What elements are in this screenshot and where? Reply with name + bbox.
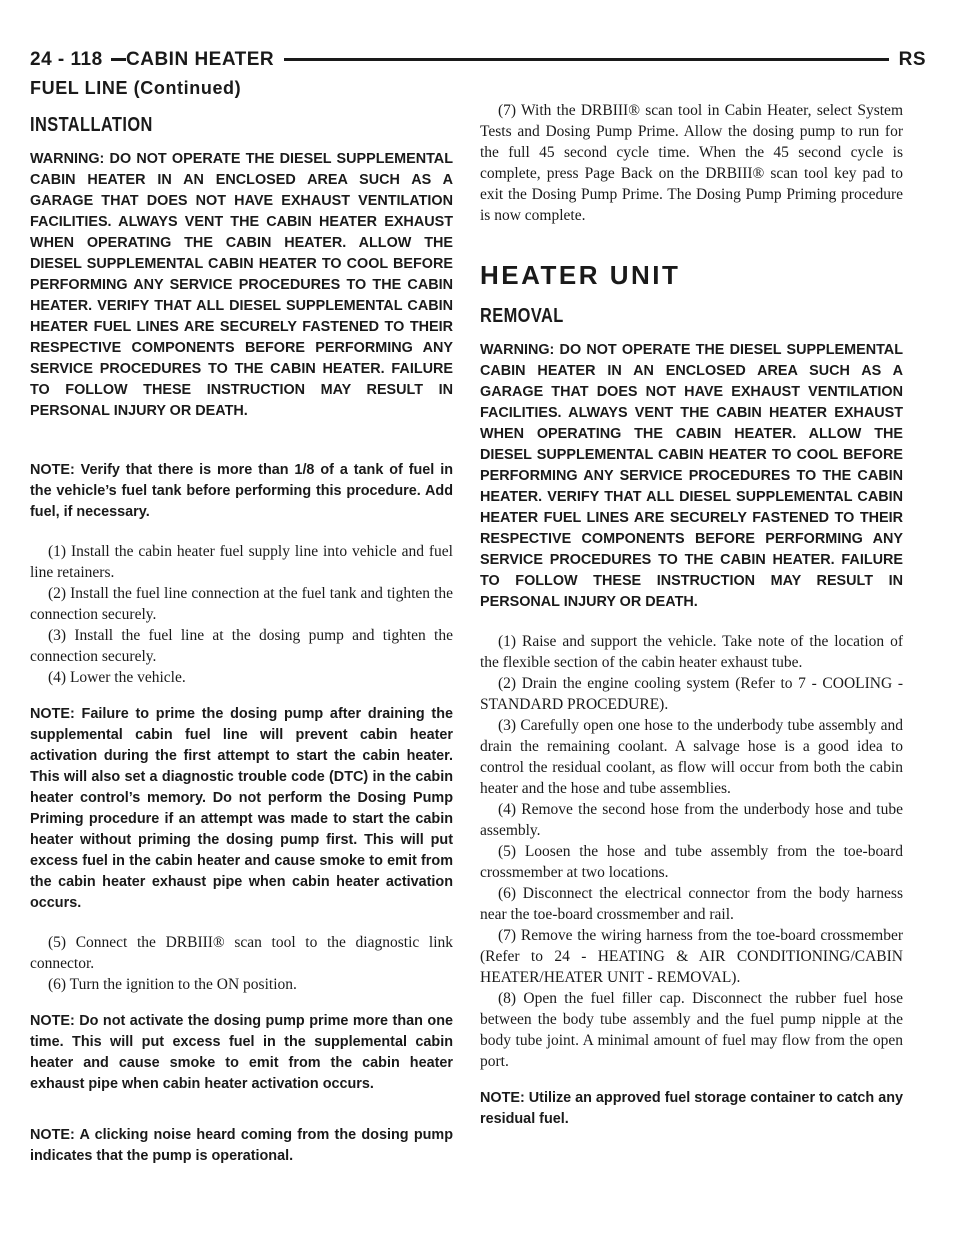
removal-step-2: (2) Drain the engine cooling system (Refer to 7 - COOLING - STANDARD PROCEDURE). bbox=[480, 675, 903, 713]
right-column bbox=[480, 100, 903, 1148]
removal-step-6: (6) Disconnect the electrical connector from the body harness near the toe-board crossmember and rail. bbox=[480, 885, 903, 923]
install-steps-5-6 bbox=[30, 932, 453, 995]
note-prime-once: NOTE: Do not activate the dosing pump prime more than one time. This will put excess fuel in the supplemental cabin heater and cause smoke to emit from the cabin heater exhaust pipe when cabin heater activation occurs. bbox=[30, 1013, 453, 1092]
removal-heading: REMOVAL bbox=[480, 305, 564, 327]
install-step-3: (3) Install the fuel line at the dosing pump and tighten the connection securely. bbox=[30, 627, 453, 665]
install-step-7: (7) With the DRBIII® scan tool in Cabin Heater, select System Tests and Dosing Pump Prime. Allow the dosing pump to run for the full 45 second cycle time. When the 45 second cycle is complete, press Page Back on the DRBIII® scan tool key pad to exit the Dosing Pump Prime. The Dosing Pump Priming procedure is now complete. bbox=[480, 102, 903, 224]
removal-step-8: (8) Open the fuel filler cap. Disconnect the rubber fuel hose between the body tube assembly and the fuel pump nipple at the body tube joint. A minimal amount of fuel may flow from the open port. bbox=[480, 990, 903, 1070]
removal-step-5: (5) Loosen the hose and tube assembly from the toe-board crossmember at two locations. bbox=[480, 843, 903, 881]
removal-step-7: (7) Remove the wiring harness from the toe-board crossmember (Refer to 24 - HEATING & AIR CONDITIONING/CABIN HEATER/HEATER UNIT - REMOVAL). bbox=[480, 927, 903, 986]
installation-warning: WARNING: DO NOT OPERATE THE DIESEL SUPPLEMENTAL CABIN HEATER IN AN ENCLOSED AREA SUCH AS A GARAGE THAT DOES NOT HAVE EXHAUST VENTILATION FACILITIES. ALWAYS VENT THE CABIN HEATER EXHAUST WHEN OPERATING THE CABIN HEATER. ALLOW THE DIESEL SUPPLEMENTAL CABIN HEATER TO COOL BEFORE PERFORMING ANY SERVICE PROCEDURES TO THE CABIN HEATER. VERIFY THAT ALL DIESEL SUPPLEMENTAL CABIN HEATER FUEL LINES ARE SECURELY FASTENED TO THEIR RESPECTIVE COMPONENTS BEFORE PERFORMING ANY SERVICE PROCEDURES TO THE CABIN HEATER. FAILURE TO FOLLOW THESE INSTRUCTION MAY RESULT IN PERSONAL INJURY OR DEATH. bbox=[30, 151, 453, 419]
section-title: CABIN HEATER bbox=[126, 48, 284, 72]
removal-step-3: (3) Carefully open one hose to the underbody tube assembly and drain the remaining coolant. A salvage hose is a good idea to control the residual coolant, as flow will occur from both the cabin heater and the hose and tube assemblies. bbox=[480, 717, 903, 797]
install-step-5: (5) Connect the DRBIII® scan tool to the diagnostic link connector. bbox=[30, 934, 453, 972]
note-fuel-level: NOTE: Verify that there is more than 1/8 of a tank of fuel in the vehicle’s fuel tank before performing this procedure. Add fuel, if necessary. bbox=[30, 462, 453, 520]
removal-step-4: (4) Remove the second hose from the underbody hose and tube assembly. bbox=[480, 801, 903, 839]
left-column bbox=[30, 100, 453, 1185]
heater-unit-heading: HEATER UNIT bbox=[480, 260, 681, 290]
install-step-1: (1) Install the cabin heater fuel supply line into vehicle and fuel line retainers. bbox=[30, 543, 453, 581]
removal-warning: WARNING: DO NOT OPERATE THE DIESEL SUPPLEMENTAL CABIN HEATER IN AN ENCLOSED AREA SUCH AS A GARAGE THAT DOES NOT HAVE EXHAUST VENTILATION FACILITIES. ALWAYS VENT THE CABIN HEATER EXHAUST WHEN OPERATING THE CABIN HEATER. ALLOW THE DIESEL SUPPLEMENTAL CABIN HEATER TO COOL BEFORE PERFORMING ANY SERVICE PROCEDURES TO THE CABIN HEATER. VERIFY THAT ALL DIESEL SUPPLEMENTAL CABIN HEATER FUEL LINES ARE SECURELY FASTENED TO THEIR RESPECTIVE COMPONENTS BEFORE PERFORMING ANY SERVICE PROCEDURES TO THE CABIN HEATER. FAILURE TO FOLLOW THESE INSTRUCTION MAY RESULT IN PERSONAL INJURY OR DEATH. bbox=[480, 342, 903, 610]
removal-step-1: (1) Raise and support the vehicle. Take note of the location of the flexible section of the cabin heater exhaust tube. bbox=[480, 633, 903, 671]
note-fuel-container: NOTE: Utilize an approved fuel storage container to catch any residual fuel. bbox=[480, 1090, 904, 1127]
page-header bbox=[30, 48, 926, 72]
install-steps-1-4 bbox=[30, 541, 453, 688]
note-clicking-noise: NOTE: A clicking noise heard coming from the dosing pump indicates that the pump is operational. bbox=[30, 1127, 453, 1164]
continued-title: FUEL LINE (Continued) bbox=[30, 78, 242, 98]
removal-steps bbox=[480, 631, 903, 1072]
model-code: RS bbox=[889, 48, 926, 72]
note-prime-dosing-pump: NOTE: Failure to prime the dosing pump after draining the supplemental cabin fuel line will prevent cabin heater activation during the first attempt to start the cabin heater. This will also set a diagnostic trouble code (DTC) in the cabin heater control’s memory. Do not perform the Dosing Pump Priming procedure if an attempt was made to start the cabin heater without priming the dosing pump first. This will put excess fuel in the cabin heater and cause smoke to emit from the cabin heater exhaust pipe when cabin heater activation occurs. bbox=[30, 706, 453, 911]
installation-heading: INSTALLATION bbox=[30, 114, 153, 136]
install-step-2: (2) Install the fuel line connection at the fuel tank and tighten the connection securely. bbox=[30, 585, 453, 623]
install-step-4: (4) Lower the vehicle. bbox=[48, 669, 186, 686]
page-number: 24 - 118 bbox=[30, 48, 111, 72]
install-step-6: (6) Turn the ignition to the ON position. bbox=[48, 976, 297, 993]
